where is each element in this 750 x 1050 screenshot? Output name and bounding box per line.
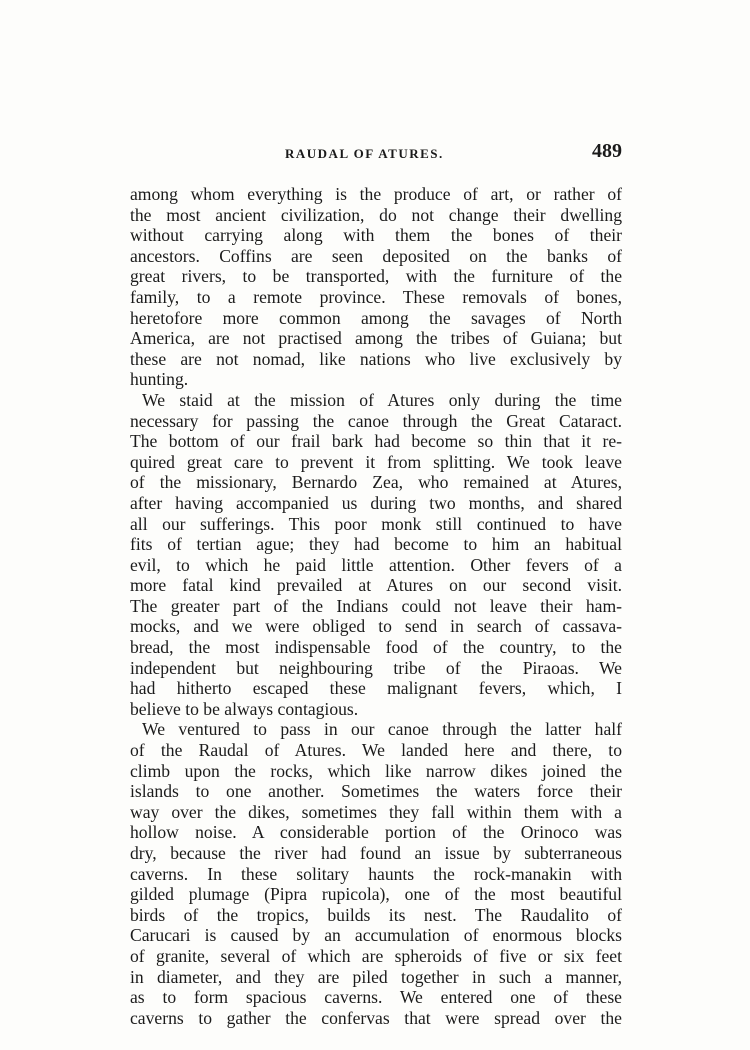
text-line: fits of tertian ague; they had become to him an habitual xyxy=(130,534,622,555)
text-line: quired great care to prevent it from splitting. We took leave xyxy=(130,451,622,472)
text-line: of the Raudal of Atures. We landed here and there, to xyxy=(130,740,622,761)
text-line: climb upon the rocks, which like narrow dikes joined the xyxy=(130,760,622,781)
paragraph xyxy=(130,390,622,720)
text-line: these are not nomad, like nations who live exclusively by xyxy=(130,348,622,369)
text-line: Carucari is caused by an accumulation of enormous blocks xyxy=(130,925,622,946)
text-line: without carrying along with them the bones of their xyxy=(130,225,622,246)
text-line: of granite, several of which are spheroids of five or six feet xyxy=(130,945,622,966)
text-line: ancestors. Coffins are seen deposited on the banks of xyxy=(130,245,622,266)
text-line: dry, because the river had found an issue by subterraneous xyxy=(130,843,622,863)
text-line: more fatal kind prevailed at Atures on our second visit. xyxy=(130,575,622,596)
text-line: caverns. In these solitary haunts the rock-manakin with xyxy=(130,863,622,884)
text-line: gilded plumage (Pipra rupicola), one of the most beautiful xyxy=(130,884,622,905)
paragraph xyxy=(130,719,622,1028)
text-line: bread, the most indispensable food of the country, to the xyxy=(130,637,622,658)
text-line: of the missionary, Bernardo Zea, who remained at Atures, xyxy=(130,472,622,493)
text-line: believe to be always contagious. xyxy=(130,698,359,719)
text-line: hunting. xyxy=(130,369,189,390)
text-line: among whom everything is the produce of art, or rather of xyxy=(130,184,622,204)
text-line: The greater part of the Indians could not leave their ham- xyxy=(130,595,622,616)
text-line: in diameter, and they are piled together in such a manner, xyxy=(130,966,622,987)
text-line: family, to a remote province. These removals of bones, xyxy=(130,286,622,307)
text-line: great rivers, to be transported, with the furniture of the xyxy=(130,266,622,287)
text-line: had hitherto escaped these malignant fevers, which, I xyxy=(130,678,622,699)
text-line: hollow noise. A considerable portion of the Orinoco was xyxy=(130,822,622,843)
text-line: all our sufferings. This poor monk still continued to have xyxy=(130,513,622,534)
text-line: caverns to gather the confervas that were spread over the xyxy=(130,1007,622,1028)
text-line: birds of the tropics, builds its nest. The Raudalito of xyxy=(130,904,622,925)
text-line: necessary for passing the canoe through the Great Cataract. xyxy=(130,410,622,431)
text-line: mocks, and we were obliged to send in search of cassava- xyxy=(130,616,622,637)
text-line: We ventured to pass in our canoe through the latter half xyxy=(142,719,622,740)
text-line: islands to one another. Sometimes the waters force their xyxy=(130,781,622,802)
paragraph xyxy=(130,184,622,390)
text-line: America, are not practised among the tribes of Guiana; but xyxy=(130,328,622,349)
running-title: RAUDAL OF ATURES. xyxy=(285,146,444,161)
text-line: after having accompanied us during two months, and shared xyxy=(130,492,622,513)
text-line: as to form spacious caverns. We entered one of these xyxy=(130,987,622,1008)
text-line: independent but neighbouring tribe of the Piraoas. We xyxy=(130,657,622,678)
text-line: the most ancient civilization, do not change their dwelling xyxy=(130,204,622,225)
body-text xyxy=(130,184,622,1028)
text-line: evil, to which he paid little attention. Other fevers of a xyxy=(130,554,622,575)
text-line: heretofore more common among the savages of North xyxy=(130,307,622,328)
text-line: way over the dikes, sometimes they fall within them with a xyxy=(130,801,622,822)
page-number: 489 xyxy=(592,140,622,162)
text-line: The bottom of our frail bark had become so thin that it re- xyxy=(130,431,622,452)
running-head xyxy=(130,140,622,170)
text-line: We staid at the mission of Atures only during the time xyxy=(142,389,622,410)
